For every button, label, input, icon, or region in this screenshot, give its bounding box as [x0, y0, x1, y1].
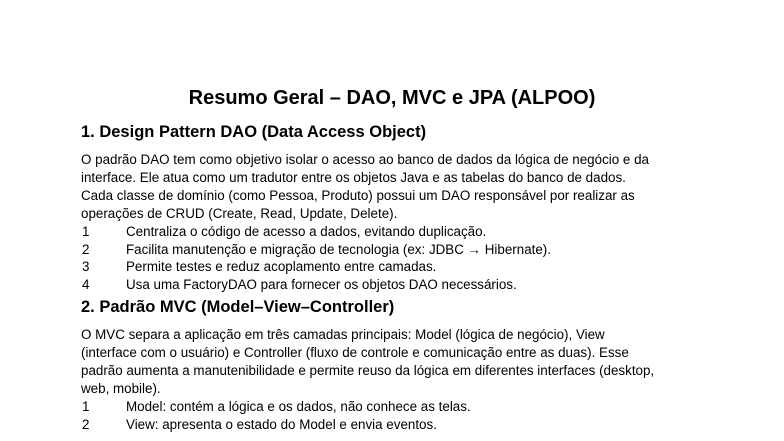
paragraph-line: O padrão DAO tem como objetivo isolar o acesso ao banco de dados da lógica de negócio e da: [81, 152, 649, 167]
list-item-text: View: apresenta o estado do Model e envia eventos.: [126, 416, 437, 432]
paragraph-line: operações de CRUD (Create, Read, Update, Delete).: [81, 206, 398, 221]
section-heading: 1. Design Pattern DAO (Data Access Object): [81, 123, 427, 141]
list-item: [81, 223, 721, 241]
section-heading: 2. Padrão MVC (Model–View–Controller): [81, 298, 395, 316]
paragraph-line: Cada classe de domínio (como Pessoa, Produto) possui um DAO responsável por realizar as: [81, 188, 635, 203]
paragraph-line: O MVC separa a aplicação em três camadas principais: Model (lógica de negócio), View: [81, 327, 605, 342]
list-item-text: Centraliza o código de acesso a dados, evitando duplicação.: [126, 224, 487, 239]
paragraph-line: interface. Ele atua como um tradutor entre os objetos Java e as tabelas do banco de dados.: [81, 170, 626, 185]
paragraph-line: (interface com o usuário) e Controller (fluxo de controle e comunicação entre as duas). Esse: [81, 345, 629, 360]
list-item: [81, 416, 721, 434]
list-item-text: Permite testes e reduz acoplamento entre camadas.: [126, 259, 437, 274]
list-item-text: Usa uma FactoryDAO para fornecer os objetos DAO necessários.: [126, 276, 517, 292]
numbered-list: [81, 398, 721, 433]
section-paragraph: [81, 326, 721, 398]
list-item-number: 1: [82, 399, 90, 414]
list-item-text: Facilita manutenção e migração de tecnologia (ex: JDBC → Hibernate).: [126, 241, 551, 257]
list-item-number: 2: [82, 241, 90, 257]
section-dao: [81, 122, 721, 293]
list-item-number: 2: [82, 416, 90, 432]
list-item: [81, 276, 721, 294]
document-title: Resumo Geral – DAO, MVC e JPA (ALPOO): [188, 87, 596, 109]
list-item-number: 4: [82, 276, 90, 292]
list-item: [81, 258, 721, 276]
numbered-list: [81, 223, 721, 293]
list-item-text: Model: contém a lógica e os dados, não conhece as telas.: [126, 399, 471, 414]
list-item-number: 1: [82, 224, 90, 239]
list-item: [81, 241, 721, 259]
paragraph-line: padrão aumenta a manutenibilidade e permite reuso da lógica em diferentes interfaces (desktop,: [81, 363, 655, 378]
section-paragraph: [81, 151, 721, 223]
paragraph-line: web, mobile).: [81, 381, 161, 396]
list-item-number: 3: [82, 259, 90, 274]
list-item: [81, 398, 721, 416]
section-mvc: [81, 297, 721, 433]
